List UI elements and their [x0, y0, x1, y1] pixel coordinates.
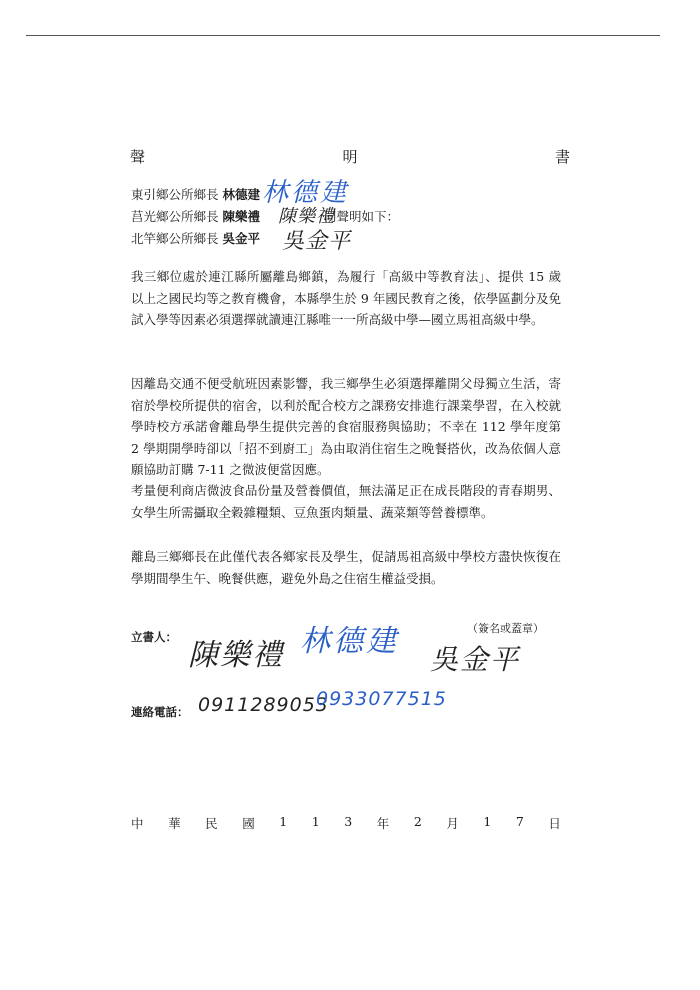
- date-char: 月: [446, 816, 459, 831]
- declaration-suffix: 同聲明如下：: [324, 209, 400, 224]
- head-office: 東引鄉公所鄉長: [131, 187, 219, 202]
- body-paragraph: 離島三鄉鄉長在此僅代表各鄉家長及學生，促請馬祖高級中學校方盡快恢復在學期間學生午、晚餐供應，避免外島之住宿生權益受損。: [131, 549, 561, 586]
- date-char: 中: [131, 816, 144, 831]
- head-name: 吳金平: [222, 231, 261, 246]
- date-char: 7: [515, 814, 524, 829]
- head-office: 北竿鄉公所鄉長: [131, 231, 219, 246]
- title-char: 明: [342, 148, 358, 166]
- document-date: [131, 814, 561, 832]
- title-char: 聲: [130, 148, 146, 166]
- handwritten-signature-wu: 吳金平: [282, 229, 352, 254]
- head-line: [131, 228, 399, 250]
- date-char: 1: [279, 814, 288, 829]
- phone-number: 0911289053: [198, 694, 329, 716]
- head-office: 莒光鄉公所鄉長: [131, 209, 219, 224]
- body-paragraph: 考量便利商店微波食品份量及營養價值，無法滿足正在成長階段的青春期男、女學生所需攝取全穀雜糧類、豆魚蛋肉類量、蔬菜類等營養標準。: [131, 483, 561, 520]
- title-char: 書: [554, 148, 570, 166]
- handwritten-signature-lin: 林德建: [300, 624, 399, 659]
- date-char: 1: [483, 814, 492, 829]
- head-line: [131, 206, 399, 228]
- body-paragraph: 我三鄉位處於連江縣所屬離島鄉鎮，為履行「高級中等教育法」、提供 15 歲以上之國民均等之教育機會，本縣學生於 9 年國民教育之後，依學區劃分及免試入學等因素必須選擇就讀連江縣唯一一所高級中學—國立馬祖高級中學。: [131, 269, 561, 327]
- body-paragraph: 因離島交通不便受航班因素影響，我三鄉學生必須選擇離開父母獨立生活，寄宿於學校所提供的宿舍，以利於配合校方之課務安排進行課業學習，在入校就學時校方承諾會離島學生提供完善的食宿服務與協助；不幸在 112 學年度第 2 學期開學時卻以「招不到廚工」為由取消住宿生之晚餐搭伙，改為依個人意願協助訂購 7-11 之微波便當因應。: [131, 376, 561, 477]
- date-char: 民: [205, 816, 218, 831]
- head-name: 林德建: [222, 187, 261, 202]
- signature-note: （簽名或蓋章）: [467, 622, 544, 635]
- handwritten-signature-chen: 陳樂禮: [188, 638, 284, 673]
- handwritten-signature-wu: 吳金平: [430, 643, 521, 676]
- date-char: 華: [168, 816, 181, 831]
- date-char: 2: [413, 814, 422, 829]
- date-char: 日: [548, 816, 561, 831]
- handwritten-signature-chen: 陳樂禮: [278, 206, 335, 227]
- handwritten-signature-lin: 林德建: [262, 178, 350, 208]
- contact-label: 連絡電話：: [131, 705, 189, 719]
- date-char: 1: [311, 814, 320, 829]
- document-title: [130, 146, 570, 167]
- date-char: 年: [376, 816, 390, 831]
- phone-number: 0933077515: [316, 688, 447, 710]
- date-char: 3: [344, 814, 353, 829]
- signatory-label: 立書人：: [131, 630, 177, 644]
- head-name: 陳樂禮: [222, 209, 261, 224]
- date-char: 國: [242, 816, 255, 831]
- top-rule: [26, 35, 660, 36]
